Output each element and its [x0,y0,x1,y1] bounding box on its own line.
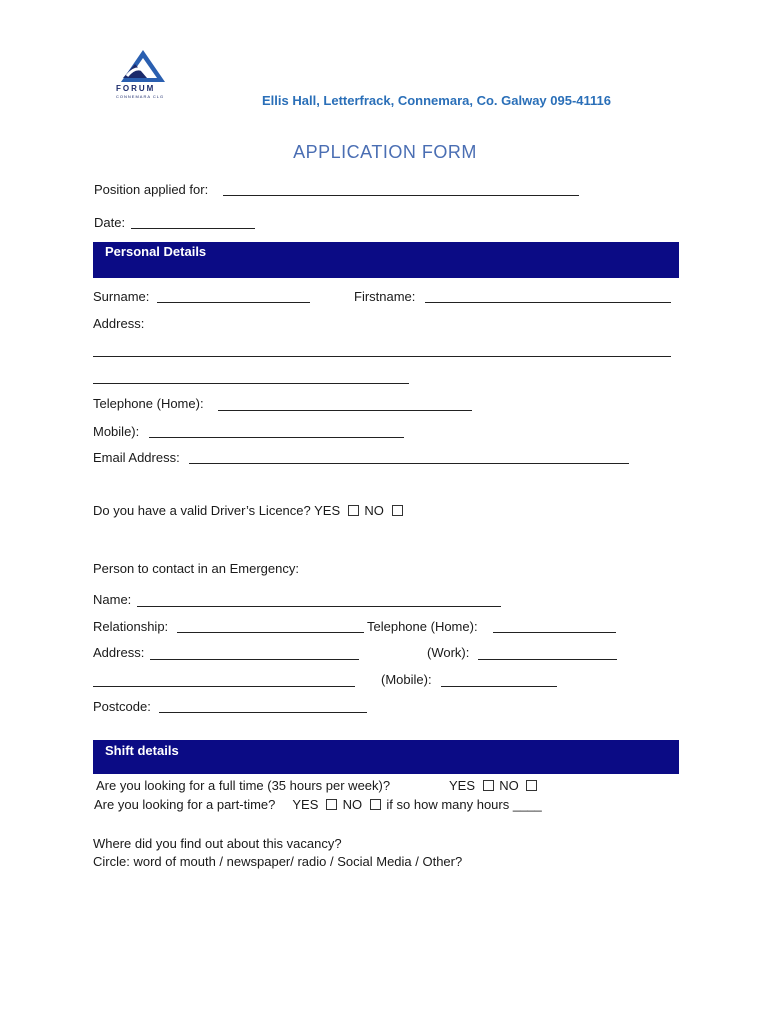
licence-no-checkbox[interactable] [392,505,403,516]
emergency-mobile-label: (Mobile): [381,672,432,687]
surname-field[interactable] [157,302,310,303]
full-time-options [449,778,539,793]
relationship-field[interactable] [177,632,364,633]
part-time-no-label: NO [342,797,363,812]
postcode-field[interactable] [159,712,367,713]
position-label: Position applied for: [94,182,209,197]
date-field[interactable] [131,228,255,229]
address-label: Address: [93,316,145,331]
emergency-name-label: Name: [93,592,132,607]
email-field[interactable] [189,463,629,464]
part-time-yes-label: YES [292,797,319,812]
full-time-no-label: NO [499,778,519,793]
emergency-heading: Person to contact in an Emergency: [93,561,299,576]
mobile-label: Mobile): [93,424,140,439]
logo-subtext: CONNEMARA CLG [116,94,165,99]
vacancy-options: Circle: word of mouth / newspaper/ radio / Social Media / Other? [93,854,463,869]
firstname-field[interactable] [425,302,671,303]
telephone-home-field[interactable] [218,410,472,411]
postcode-label: Postcode: [93,699,151,714]
part-time-yes-checkbox[interactable] [326,799,337,810]
relationship-label: Relationship: [93,619,169,634]
full-time-yes-checkbox[interactable] [483,780,494,791]
mobile-field[interactable] [149,437,404,438]
licence-question [93,503,405,518]
firstname-label: Firstname: [354,289,416,304]
part-time-question [94,797,542,812]
emergency-work-field[interactable] [478,659,617,660]
licence-yes-checkbox[interactable] [348,505,359,516]
shift-details-banner [93,740,679,774]
licence-no-label: NO [364,503,384,518]
email-label: Email Address: [93,450,180,465]
emergency-name-field[interactable] [137,606,501,607]
emergency-mobile-field[interactable] [441,686,557,687]
address-field-line2[interactable] [93,383,409,384]
logo-wordmark: FORUM [116,84,156,93]
full-time-no-checkbox[interactable] [526,780,537,791]
emergency-telephone-home-field[interactable] [493,632,616,633]
emergency-address-field-line2[interactable] [93,686,355,687]
position-field[interactable] [223,195,579,196]
emergency-address-field-line1[interactable] [150,659,359,660]
personal-details-heading: Personal Details [105,244,207,259]
date-label: Date: [94,215,126,230]
organisation-address: Ellis Hall, Letterfrack, Connemara, Co. Galway 095-41116 [262,93,612,108]
hours-question: if so how many hours ____ [386,797,542,812]
emergency-address-label: Address: [93,645,145,660]
part-time-question-text: Are you looking for a part-time? [94,797,276,812]
full-time-yes-label: YES [449,778,476,793]
address-field-line1[interactable] [93,356,671,357]
licence-question-text: Do you have a valid Driver’s Licence? YES [93,503,341,518]
vacancy-question: Where did you find out about this vacancy? [93,836,342,851]
telephone-home-label: Telephone (Home): [93,396,204,411]
surname-label: Surname: [93,289,150,304]
shift-details-heading: Shift details [105,743,179,758]
form-title: APPLICATION FORM [293,142,477,162]
emergency-work-label: (Work): [427,645,470,660]
full-time-question: Are you looking for a full time (35 hours per week)? [96,778,391,793]
emergency-telephone-home-label: Telephone (Home): [367,619,478,634]
part-time-no-checkbox[interactable] [370,799,381,810]
